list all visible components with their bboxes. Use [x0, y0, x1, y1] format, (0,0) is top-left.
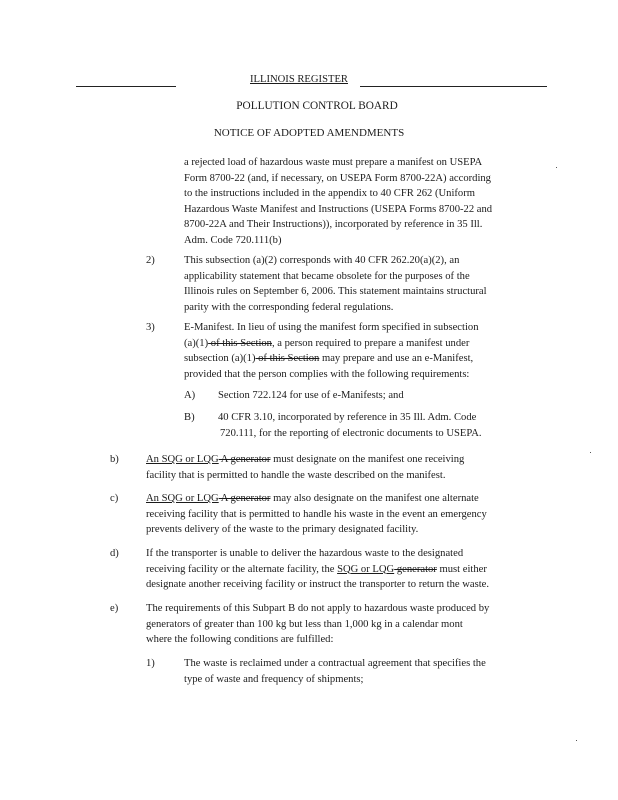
text-line: Hazardous Waste Manifest and Instructions (USEPA Forms 8700-22 and — [184, 203, 493, 215]
text-line — [146, 491, 556, 507]
deleted-text: generator — [394, 563, 437, 575]
inserted-text: SQG or LQG — [337, 563, 395, 575]
text: must designate on the manifest one receiving — [270, 454, 465, 465]
text-line — [184, 351, 554, 367]
scan-speck — [590, 452, 591, 453]
text-line: generators of greater than 100 kg but less than 1,000 kg in a calendar mont — [146, 618, 463, 630]
scan-speck — [576, 740, 577, 741]
text-line: designate another receiving facility or instruct the transporter to return the waste. — [146, 579, 489, 590]
continued-paragraph — [184, 155, 554, 248]
item-label: A) — [184, 390, 196, 401]
text-line: Adm. Code 720.111(b) — [184, 234, 282, 246]
text-line: parity with the corresponding federal regulations. — [184, 301, 394, 313]
item-c-text — [146, 491, 556, 538]
header-rule-left — [76, 86, 176, 87]
item-e-text — [146, 601, 576, 648]
text-line: Illinois rules on September 6, 2006. This statement maintains structural — [184, 286, 487, 297]
item-d-text — [146, 546, 566, 593]
text-line: The requirements of this Subpart B do not apply to hazardous waste produced by — [146, 603, 490, 614]
deleted-text: A generator — [218, 493, 271, 504]
text-line: 8700-22A and Their Instructions)), incorporated by reference in 35 Ill. — [184, 219, 483, 230]
text-line: provided that the person complies with the following requirements: — [184, 368, 470, 380]
deleted-text: of this Section — [208, 337, 272, 349]
text: must either — [436, 563, 487, 575]
item-1-text — [184, 656, 564, 687]
text-line: The waste is reclaimed under a contractual agreement that specifies the — [184, 658, 486, 669]
deleted-text: A generator — [218, 454, 271, 465]
text-line: If the transporter is unable to deliver the hazardous waste to the designated — [146, 548, 464, 559]
text: subsection (a)(1) — [184, 353, 256, 364]
item-label: 1) — [146, 658, 155, 669]
item-b-upper-text — [218, 410, 558, 441]
text-line: a rejected load of hazardous waste must prepare a manifest on USEPA — [184, 157, 483, 168]
text: , a person required to prepare a manifest under — [271, 337, 470, 349]
register-title: ILLINOIS REGISTER — [250, 74, 348, 85]
deleted-text: of this Section — [255, 353, 320, 364]
text-line — [146, 452, 556, 468]
notice-title: NOTICE OF ADOPTED AMENDMENTS — [213, 127, 405, 139]
item-label: 3) — [146, 322, 155, 333]
inserted-text: An SQG or LQG — [146, 493, 219, 504]
text-line: type of waste and frequency of shipments; — [184, 673, 364, 685]
text-line: 720.111, for the reporting of electronic documents to USEPA. — [220, 427, 482, 439]
item-label: c) — [110, 493, 119, 504]
text-line: to the instructions included in the appendix to 40 CFR 262 (Uniform — [184, 188, 476, 199]
board-title: POLLUTION CONTROL BOARD — [236, 100, 398, 112]
text-line: where the following conditions are fulfilled: — [146, 634, 334, 645]
text-line: receiving facility that is permitted to handle his waste in the event an emergency — [146, 508, 487, 520]
text-line: applicability statement that became obsolete for the purposes of the — [184, 270, 470, 282]
text: receiving facility or the alternate facility, the — [146, 563, 338, 575]
text: (a)(1) — [184, 337, 209, 349]
item-3-text — [184, 320, 554, 382]
item-label: e) — [110, 603, 119, 614]
text-line: facility that is permitted to handle the waste described on the manifest. — [146, 469, 446, 481]
scan-speck — [556, 167, 557, 168]
item-b-text — [146, 452, 556, 483]
item-2-text — [184, 253, 554, 315]
text-line: 40 CFR 3.10, incorporated by reference in 35 Ill. Adm. Code — [218, 412, 477, 423]
text-line — [184, 336, 554, 352]
text-line: Form 8700-22 (and, if necessary, on USEPA Form 8700-22A) according — [184, 172, 491, 184]
item-label: B) — [184, 412, 195, 423]
text-line: prevents delivery of the waste to the primary designated facility. — [146, 524, 419, 535]
item-label: b) — [110, 454, 119, 465]
text-line — [146, 562, 566, 578]
item-label: 2) — [146, 255, 155, 266]
item-a-text: Section 722.124 for use of e-Manifests; and — [218, 390, 404, 401]
text-line: This subsection (a)(2) corresponds with 40 CFR 262.20(a)(2), an — [184, 255, 460, 266]
text: may also designate on the manifest one alternate — [270, 493, 479, 504]
text-line: E-Manifest. In lieu of using the manifest form specified in subsection — [184, 322, 479, 333]
inserted-text: An SQG or LQG — [146, 454, 219, 465]
item-label: d) — [110, 548, 119, 559]
text: may prepare and use an e-Manifest, — [319, 353, 474, 364]
